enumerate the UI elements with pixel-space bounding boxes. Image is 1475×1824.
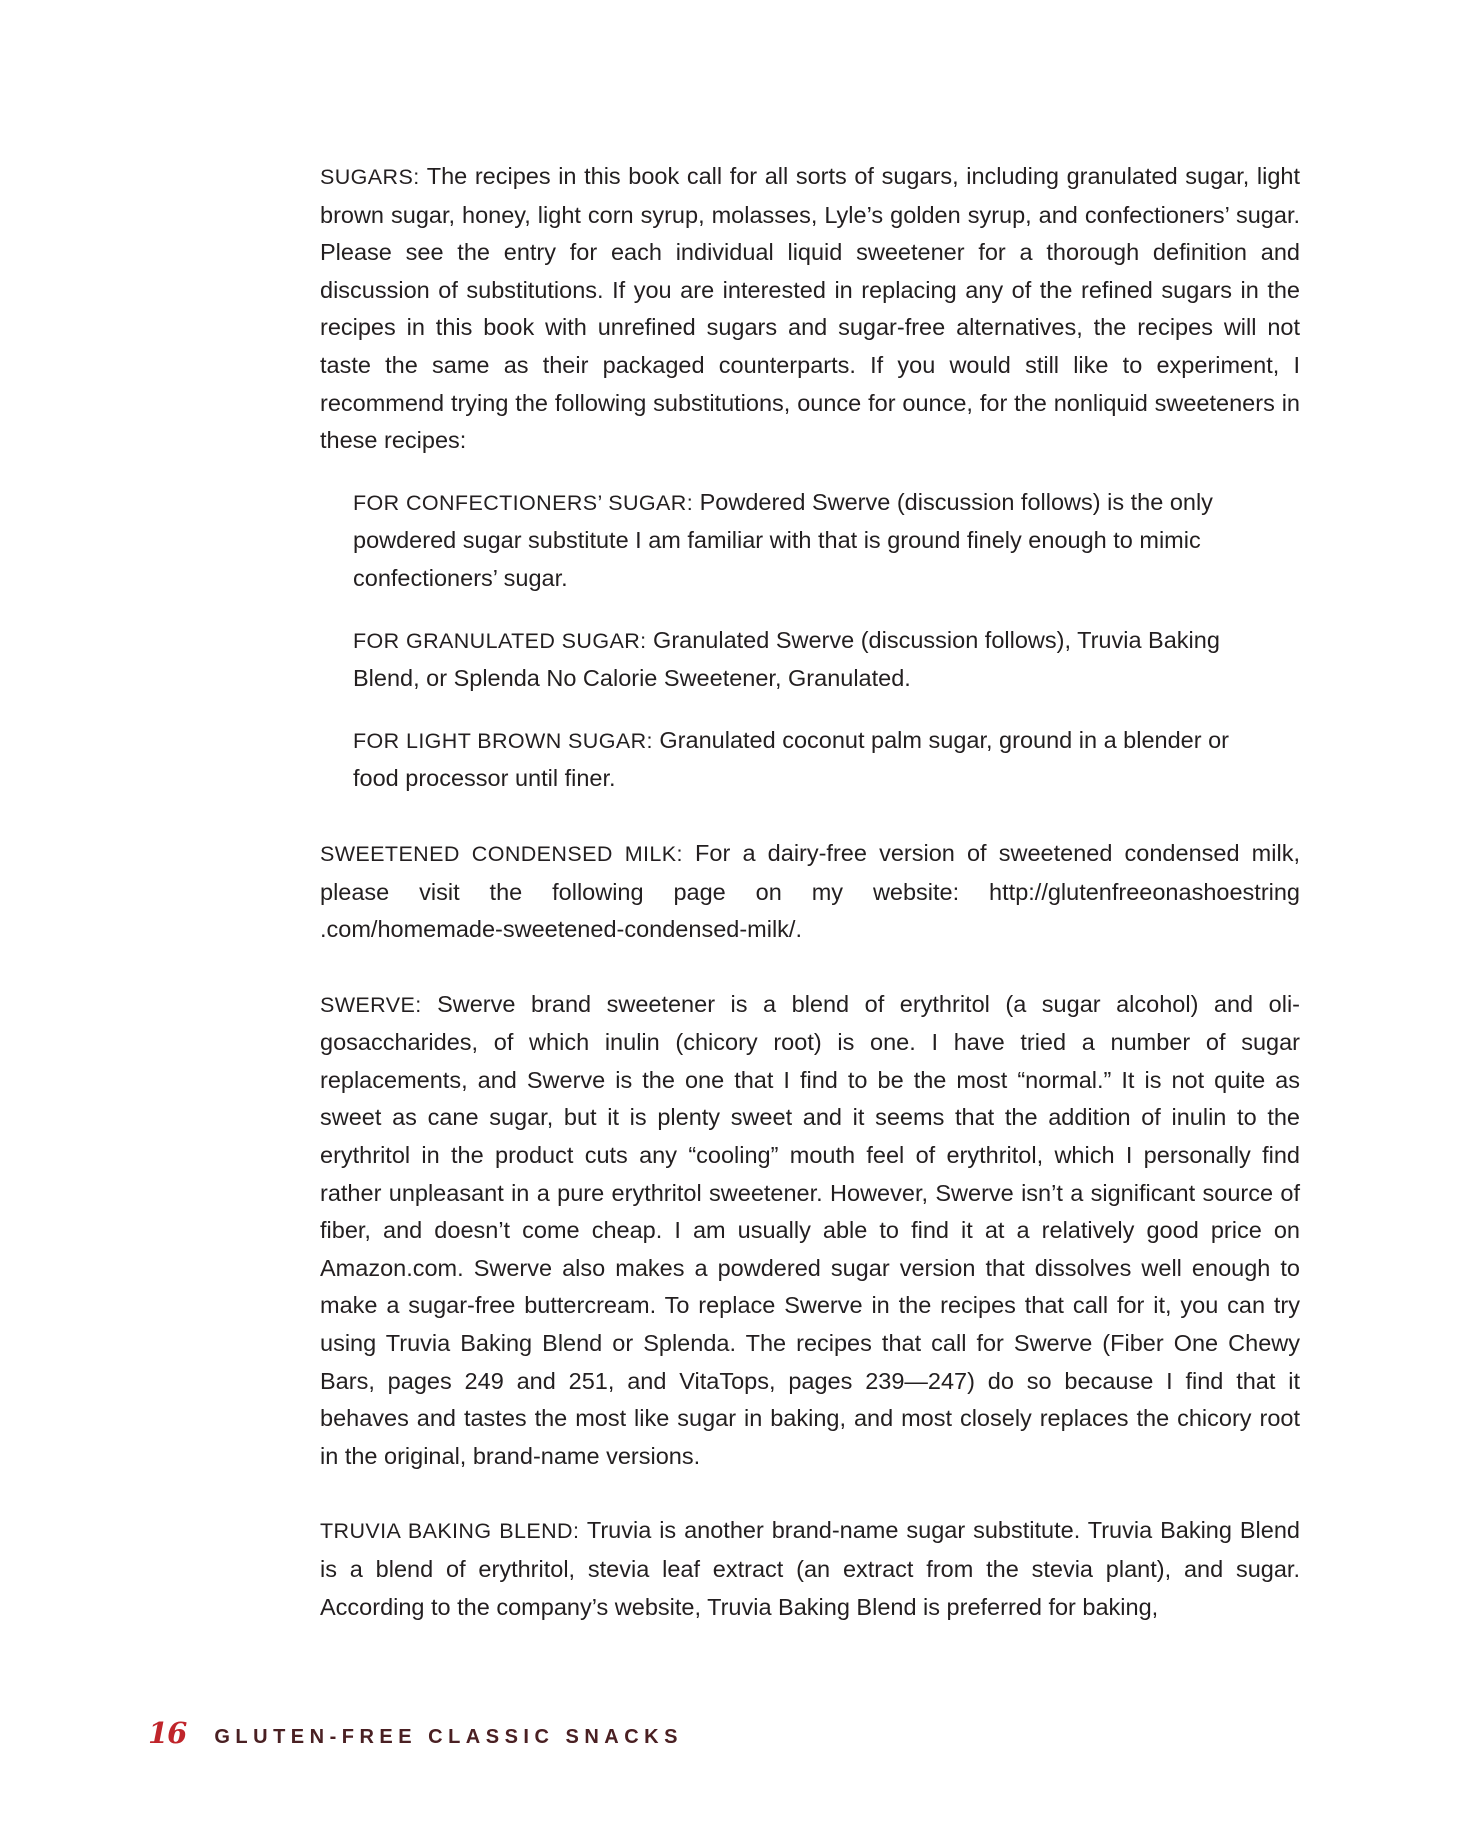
substitution-light-brown-sugar — [353, 722, 1243, 798]
entry-term: SWERVE: — [320, 992, 422, 1017]
entry-sweetened-condensed-milk — [320, 835, 1300, 949]
substitution-text: Granulated Swerve (discussion follows), Truvia Baking Blend, or Splenda No Calorie Sweetener, Granulated. — [353, 626, 1220, 692]
running-head: GLUTEN-FREE CLASSIC SNACKS — [214, 1726, 683, 1748]
entry-sugars — [320, 158, 1300, 460]
substitution-term: FOR LIGHT BROWN SUGAR: — [353, 728, 653, 753]
entry-term: SWEETENED CONDENSED MILK: — [320, 841, 683, 866]
substitution-term: FOR GRANULATED SUGAR: — [353, 628, 647, 653]
entry-text: The recipes in this book call for all sorts of sugars, including granulated sugar, light brown sugar, honey, light corn syrup, molasses, Lyle’s golden syrup, and confectioners’ sugar. Please see the entry for each individual liquid sweetener for a thorough definition and discussion of substitutions. If you are interested in replacing any of the refined sugars in the recipes in this book with unrefined sugars and sugar-free alternatives, the recipes will not taste the same as their packaged counterparts. If you would still like to experiment, I recommend trying the following substitutions, ounce for ounce, for the nonliquid sweeteners in these recipes: — [320, 163, 1300, 454]
page-footer — [148, 1716, 683, 1756]
entry-truvia-baking-blend — [320, 1512, 1300, 1626]
substitution-term: FOR CONFECTIONERS’ SUGAR: — [353, 490, 694, 515]
entry-term: TRUVIA BAKING BLEND: — [320, 1519, 580, 1544]
entry-text: Truvia is another brand-name sugar substitute. Truvia Baking Blend is a blend of erythritol, stevia leaf extract (an extract from the stevia plant), and sugar. According to the company’s website, Truvia Baking Blend is preferred for baking, — [320, 1517, 1300, 1620]
substitution-text: Powdered Swerve (discussion follows) is the only powdered sugar substitute I am familiar with that is ground finely enough to mimic confectioners’ sugar. — [353, 488, 1213, 591]
entry-swerve — [320, 986, 1300, 1476]
body-text — [320, 158, 1300, 1663]
substitution-granulated-sugar — [353, 622, 1243, 698]
entry-text: For a dairy-free version of sweetened condensed milk, please visit the following page on my website: http://glutenfreeonashoestring .com/homemade-sweetened-condensed-milk/. — [320, 839, 1300, 943]
entry-text: Swerve brand sweetener is a blend of erythritol (a sugar alcohol) and oligosaccharides, of which inulin (chicory root) is one. I have tried a number of sugar replacements, and Swerve is the one that I find to be the most “normal.” It is not quite as sweet as cane sugar, but it is plenty sweet and it seems that the addition of inulin to the erythritol in the product cuts any “cooling” mouth feel of erythritol, which I personally find rather unpleasant in a pure erythritol sweetener. However, Swerve isn’t a significant source of fiber, and doesn’t come cheap. I am usually able to find it at a relatively good price on Amazon.com. Swerve also makes a powdered sugar version that dissolves well enough to make a sugar-free buttercream. To replace Swerve in the recipes that call for it, you can try using Truvia Baking Blend or Splenda. The recipes that call for Swerve (Fiber One Chewy Bars, pages 249 and 251, and VitaTops, pages 239—247) do so because I find that it behaves and tastes the most like sugar in baking, and most closely replaces the chicory root in the original, brand-name versions. — [320, 990, 1300, 1469]
page-number: 16 — [148, 1716, 187, 1750]
substitution-confectioners-sugar — [353, 484, 1243, 598]
substitution-list — [320, 484, 1243, 798]
entry-term: SUGARS: — [320, 165, 420, 189]
substitution-text: Granulated coconut palm sugar, ground in a blender or food processor until finer. — [353, 726, 1229, 792]
